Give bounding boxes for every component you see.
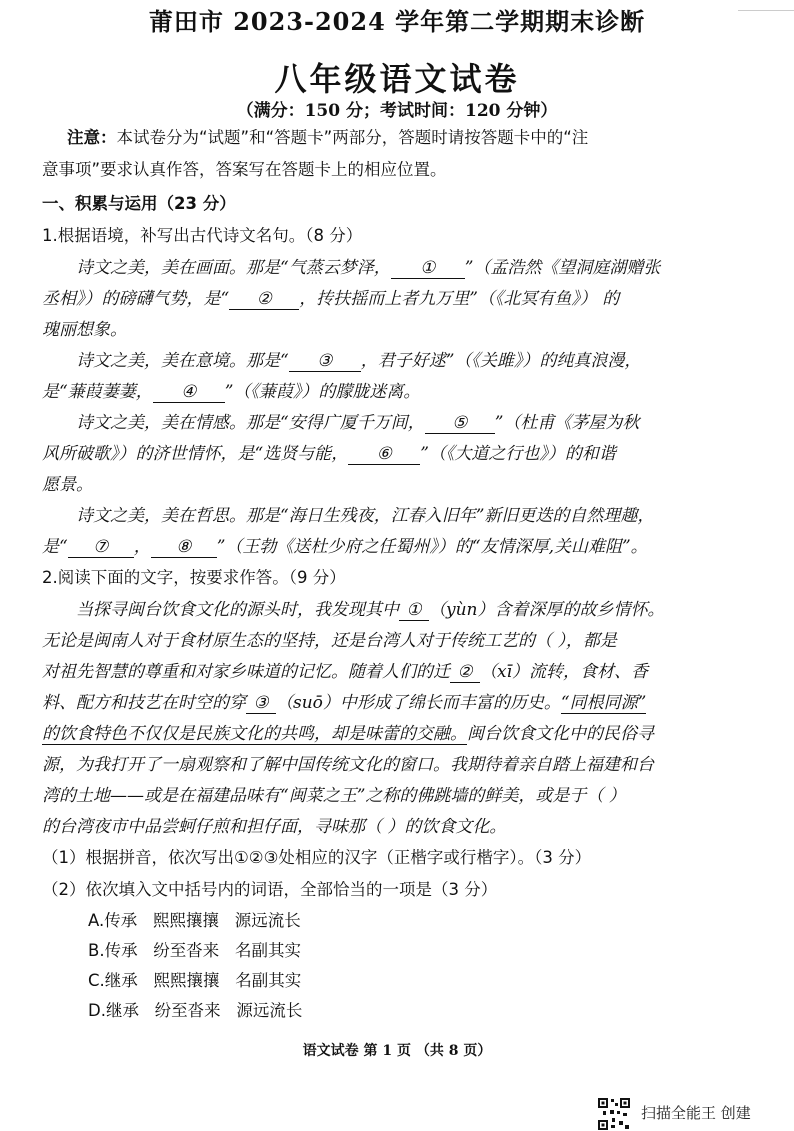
notice-line-1: 注意：本试卷分为“试题”和“答题卡”两部分，答题时请按答题卡中的“注 [67,128,589,147]
q1-para1-line3: 瑰丽想象。 [42,320,127,340]
q2-reading-line8: 的台湾夜市中品尝蚵仔煎和担仔面，寻味那（ ）的饮食文化。 [42,817,507,837]
notice-line-2: 意事项”要求认真作答，答案写在答题卡上的相应位置。 [42,160,447,179]
q1-para2-line1: 诗文之美，美在意境。那是“ ③ ，君子好逑”（《关雎》）的纯真浪漫， [76,351,642,371]
option-b: B.传承 纷至沓来 名副其实 [88,941,302,960]
question-1-prompt: 1.根据语境，补写出古代诗文名句。（8 分） [42,226,363,245]
blank-6: ⑥ [348,444,420,465]
q2-reading-line1: 当探寻闽台饮食文化的源头时，我发现其中 ① （yùn）含着深厚的故乡情怀。 [76,600,665,620]
question-2-prompt: 2.阅读下面的文字，按要求作答。（9 分） [42,568,346,587]
scanner-watermark: 扫描全能王 创建 [641,1104,751,1122]
q1-para4-line2: 是“ ⑦ ， ⑧ ”（王勃《送杜少府之任蜀州》）的“友情深厚,关山难阻”。 [42,537,648,557]
q2-reading-line6: 源，为我打开了一扇观察和了解中国传统文化的窗口。我期待着亲自踏上福建和台 [42,755,654,775]
exam-meta: （满分：150 分；考试时间：120 分钟） [236,101,558,121]
q1-para1-line2: 丞相》）的磅礴气势，是“ ② ，抟扶摇而上者九万里”（《北冥有鱼》） 的 [42,289,620,309]
option-c: C.继承 熙熙攘攘 名副其实 [88,971,302,990]
underlined-sentence-start: “同根同源” [560,693,647,713]
pinyin-blank-1: ① [399,600,429,621]
qr-code-icon [597,1097,631,1131]
q2-reading-line7: 湾的土地——或是在福建品味有“闽菜之王”之称的佛跳墙的鲜美，或是于（ ） [42,786,626,806]
q1-para4-line1: 诗文之美，美在哲思。那是“海日生残夜，江春入旧年”新旧更迭的自然理趣， [76,506,655,526]
q1-para3-line1: 诗文之美，美在情感。那是“安得广厦千万间， ⑤ ”（杜甫《茅屋为秋 [76,413,640,433]
q2-reading-line4: 料、配方和技艺在时空的穿 ③ （suō）中形成了绵长而丰富的历史。“同根同源” [42,693,647,713]
q2-reading-line3: 对祖先智慧的尊重和对家乡味道的记忆。随着人们的迁 ② （xī）流转，食材、香 [42,662,649,682]
q1-para3-line3: 愿景。 [42,475,93,495]
exam-subtitle: 八年级语文试卷 [274,60,520,98]
blank-5: ⑤ [425,413,495,434]
section-heading: 一、积累与运用（23 分） [42,194,236,213]
blank-1: ① [391,258,465,279]
blank-7: ⑦ [68,537,134,558]
exam-title: 莆田市 2023-2024 学年第二学期期末诊断 [148,7,646,36]
blank-3: ③ [289,351,361,372]
option-d: D.继承 纷至沓来 源远流长 [88,1001,303,1020]
q2-reading-line2: 无论是闽南人对于食材原生态的坚持，还是台湾人对于传统工艺的（ ），都是 [42,631,617,651]
page-footer: 语文试卷 第 1 页 （共 8 页） [302,1043,492,1059]
blank-4: ④ [153,382,225,403]
blank-8: ⑧ [151,537,217,558]
q2-reading-line5: 的饮食特色不仅仅是民族文化的共鸣，却是味蕾的交融。闽台饮食文化中的民俗寻 [42,724,654,744]
pinyin-blank-3: ③ [246,693,276,714]
notice-label: 注意： [67,128,117,147]
blank-2: ② [229,289,299,310]
q2-subquestion-1: （1）根据拼音，依次写出①②③处相应的汉字（正楷字或行楷字）。（3 分） [42,848,592,867]
option-a: A.传承 熙熙攘攘 源远流长 [88,911,301,930]
q1-para2-line2: 是“蒹葭萋萋， ④ ”（《蒹葭》）的朦胧迷离。 [42,382,421,402]
q1-para1-line1: 诗文之美，美在画面。那是“气蒸云梦泽， ① ”（孟浩然《望洞庭湖赠张 [76,258,661,278]
pinyin-blank-2: ② [450,662,480,683]
q1-para3-line2: 风所破歌》）的济世情怀，是“选贤与能， ⑥ ”（《大道之行也》）的和谐 [42,444,616,464]
underlined-sentence-end: 的饮食特色不仅仅是民族文化的共鸣，却是味蕾的交融。 [42,724,467,744]
q2-subquestion-2: （2）依次填入文中括号内的词语，全部恰当的一项是（3 分） [42,880,498,899]
